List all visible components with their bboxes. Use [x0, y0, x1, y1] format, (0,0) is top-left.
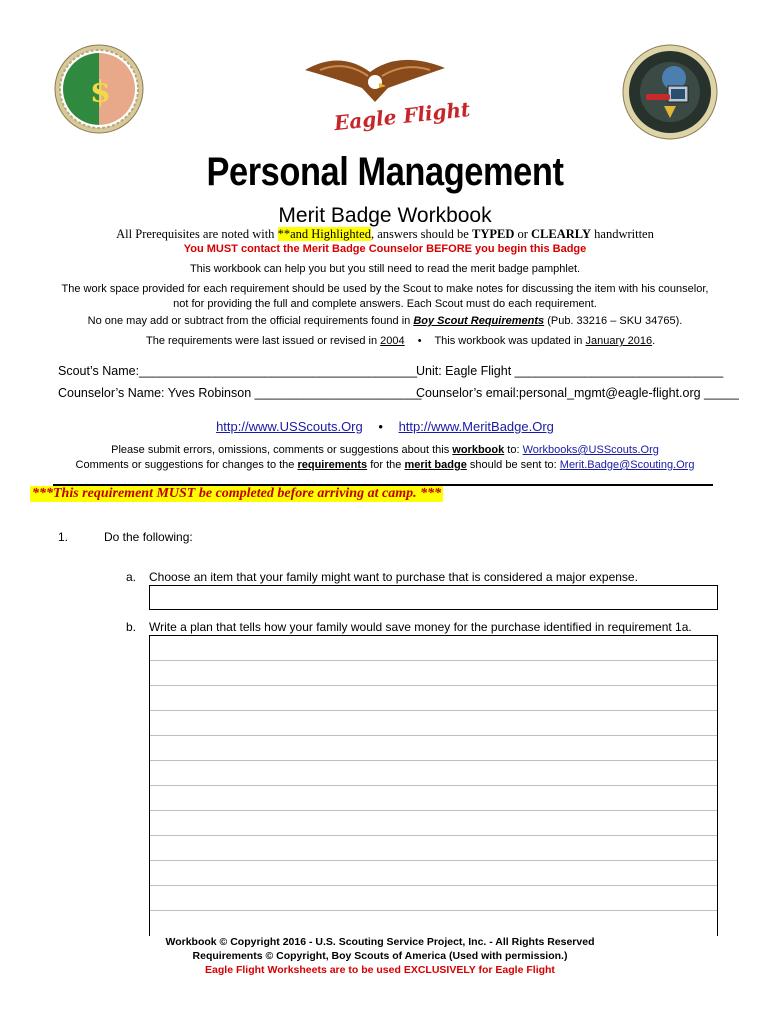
footer	[0, 935, 760, 977]
submit-text: Please submit errors, omissions, comments or suggestions about this	[111, 444, 453, 456]
answer-line	[150, 685, 717, 686]
requirement-1a-letter: a.	[126, 570, 137, 584]
prereq-text: All Prerequisites are noted with	[116, 227, 278, 241]
camp-requirement-notice: ***This requirement MUST be completed before arriving at camp. ***	[32, 486, 442, 501]
merit-badge-email-link[interactable]: Merit.Badge@Scouting.Org	[559, 459, 695, 471]
answer-line	[150, 910, 717, 911]
submit-feedback	[0, 443, 770, 473]
requirement-1b-letter: b.	[126, 620, 137, 634]
requirement-1-number: 1.	[58, 530, 69, 544]
update-date: January 2016	[585, 335, 653, 347]
requirement-1b-text: Write a plan that tells how your family would save money for the purchase identified in requirement 1a.	[149, 620, 692, 634]
answer-line	[150, 660, 717, 661]
intro-text: The requirements were last issued or revised in	[146, 335, 381, 347]
workbooks-email-link[interactable]: Workbooks@USScouts.Org	[522, 444, 659, 456]
intro-text: This workbook was updated in	[434, 335, 586, 347]
prereq-typed: TYPED	[471, 227, 515, 241]
boy-scout-requirements-title: Boy Scout Requirements	[413, 315, 545, 327]
counselor-name-field[interactable]: Counselor’s Name: Yves Robinson ________________________	[58, 386, 422, 400]
submit-line-workbook	[0, 443, 770, 458]
intro-text: (Pub. 33216 – SKU 34765).	[544, 315, 683, 327]
bullet: •	[417, 335, 422, 347]
counselor-email-field[interactable]: Counselor’s email:personal_mgmt@eagle-flight.org _____	[416, 386, 739, 400]
answer-line	[150, 735, 717, 736]
prereq-text: handwritten	[591, 227, 654, 241]
highlight-marker: **and Highlighted	[277, 227, 371, 241]
footer-copyright-workbook: Workbook © Copyright 2016 - U.S. Scouting Service Project, Inc. - All Rights Reserved	[165, 936, 595, 948]
requirement-1a-text: Choose an item that your family might want to purchase that is considered a major expense.	[149, 570, 638, 584]
prereq-text: or	[514, 227, 532, 241]
answer-box-1b[interactable]	[149, 635, 718, 936]
contact-counselor-notice: You MUST contact the Merit Badge Counselor BEFORE you begin this Badge	[183, 243, 587, 255]
intro-line-pamphlet: This workbook can help you but you still need to read the merit badge pamphlet.	[189, 263, 581, 275]
workbook-word: workbook	[452, 444, 505, 456]
links-row	[0, 419, 770, 434]
intro-line-revised	[146, 335, 655, 347]
revision-year: 2004	[380, 335, 405, 347]
submit-text: for the	[367, 459, 405, 471]
intro-line-workspace: The work space provided for each requirement should be used by the Scout to make notes for discussing the item with his counselor, not for providing the full and complete answers. Each Scout must do each requirement.	[61, 283, 709, 310]
requirements-word: requirements	[297, 459, 368, 471]
answer-line	[150, 710, 717, 711]
usscouts-link[interactable]: http://www.USScouts.Org	[216, 419, 363, 434]
submit-text: should be sent to:	[466, 459, 560, 471]
submit-line-requirements	[0, 458, 770, 473]
page-subtitle: Merit Badge Workbook	[278, 204, 492, 227]
footer-exclusive-notice: Eagle Flight Worksheets are to be used EXCLUSIVELY for Eagle Flight	[205, 964, 555, 976]
answer-line	[150, 885, 717, 886]
prereq-clearly: CLEARLY	[531, 227, 592, 241]
submit-text: to:	[504, 444, 523, 456]
merit-badge-logo	[54, 44, 144, 134]
intro-text: No one may add or subtract from the official requirements found in	[87, 315, 414, 327]
intro-line-official	[0, 315, 770, 327]
footer-copyright-requirements: Requirements © Copyright, Boy Scouts of America (Used with permission.)	[192, 950, 568, 962]
eagle-flight-logo	[300, 40, 472, 136]
bullet: •	[378, 419, 383, 434]
scout-name-field[interactable]: Scout’s Name:________________________________________	[58, 364, 418, 378]
submit-text: Comments or suggestions for changes to the	[75, 459, 298, 471]
merit-badge-word: merit badge	[404, 459, 467, 471]
answer-line	[150, 785, 717, 786]
prerequisite-note	[0, 227, 770, 242]
scouting-service-project-logo	[622, 44, 718, 140]
prereq-text: , answers should be	[370, 227, 472, 241]
answer-line	[150, 760, 717, 761]
answer-line	[150, 860, 717, 861]
requirement-1-text: Do the following:	[104, 530, 193, 544]
unit-field[interactable]: Unit: Eagle Flight ______________________________	[416, 364, 724, 378]
answer-box-1a[interactable]	[149, 585, 718, 610]
answer-line	[150, 810, 717, 811]
intro-text: .	[652, 335, 656, 347]
answer-line	[150, 835, 717, 836]
meritbadge-link[interactable]: http://www.MeritBadge.Org	[398, 419, 554, 434]
page-title: Personal Management	[206, 150, 564, 194]
svg-text:$: $	[90, 75, 111, 110]
eagle-flight-logo-text: Eagle Flight	[332, 97, 472, 136]
